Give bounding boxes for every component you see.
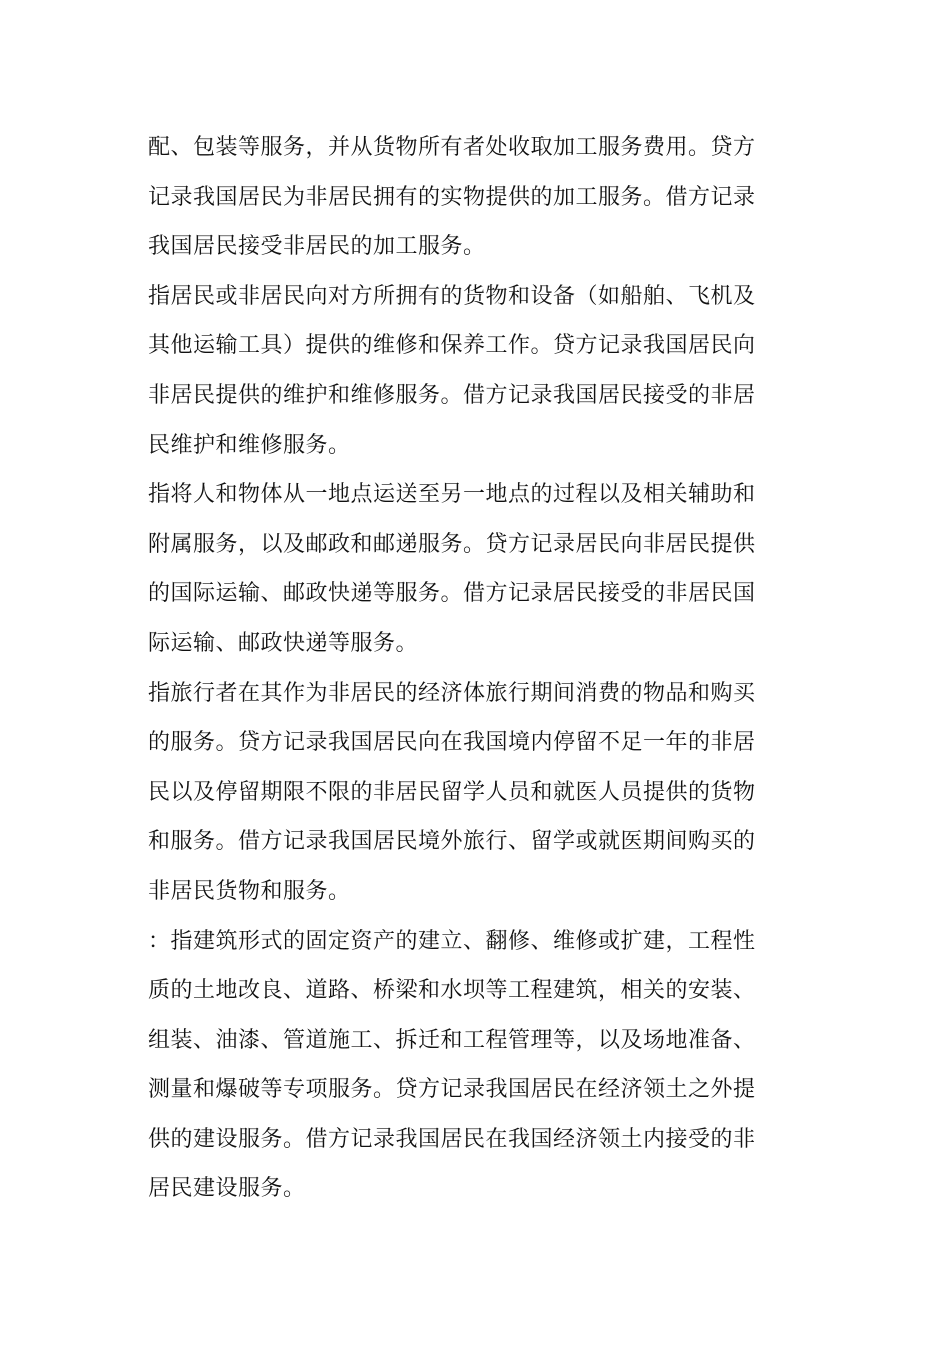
text-line: 指旅行者在其作为非居民的经济体旅行期间消费的物品和购买	[148, 680, 756, 706]
text-line: 指将人和物体从一地点运送至另一地点的过程以及相关辅助和	[148, 482, 756, 508]
text-line: 非居民提供的维护和维修服务。借方记录我国居民接受的非居	[148, 382, 756, 408]
text-line: 的服务。贷方记录我国居民向在我国境内停留不足一年的非居	[148, 730, 756, 756]
text-line: 居民建设服务。	[148, 1176, 306, 1202]
text-line: 其他运输工具）提供的维修和保养工作。贷方记录我国居民向	[148, 333, 756, 359]
text-line: 的国际运输、邮政快递等服务。借方记录居民接受的非居民国	[148, 581, 756, 607]
paragraph-transport	[148, 470, 756, 668]
text-line: 非居民货物和服务。	[148, 878, 351, 904]
text-line: 际运输、邮政快递等服务。	[148, 630, 419, 656]
text-line: 记录我国居民为非居民拥有的实物提供的加工服务。借方记录	[148, 184, 756, 210]
paragraph-travel	[148, 669, 756, 917]
paragraph-construction	[148, 917, 756, 1215]
text-line: 质的土地改良、道路、桥梁和水坝等工程建筑，相关的安装、	[148, 978, 756, 1004]
text-line: 组装、油漆、管道施工、拆迁和工程管理等，以及场地准备、	[148, 1027, 756, 1053]
text-line: 配、包装等服务，并从货物所有者处收取加工服务费用。贷方	[148, 135, 756, 160]
text-line: 供的建设服务。借方记录我国居民在我国经济领土内接受的非	[148, 1126, 756, 1152]
text-line: 指居民或非居民向对方所拥有的货物和设备（如船舶、飞机及	[148, 283, 756, 309]
paragraph-maintenance-repair	[148, 272, 756, 470]
text-line: 民以及停留期限不限的非居民留学人员和就医人员提供的货物	[148, 779, 756, 805]
text-line: 民维护和维修服务。	[148, 432, 351, 458]
document-body	[148, 123, 756, 1214]
paragraph-processing-services	[148, 123, 756, 272]
text-line: 测量和爆破等专项服务。贷方记录我国居民在经济领土之外提	[148, 1077, 756, 1103]
text-line: 附属服务，以及邮政和邮递服务。贷方记录居民向非居民提供	[148, 531, 756, 557]
text-line: 和服务。借方记录我国居民境外旅行、留学或就医期间购买的	[148, 829, 756, 855]
text-line: ：指建筑形式的固定资产的建立、翻修、维修或扩建，工程性	[148, 928, 756, 954]
text-line: 我国居民接受非居民的加工服务。	[148, 234, 486, 260]
